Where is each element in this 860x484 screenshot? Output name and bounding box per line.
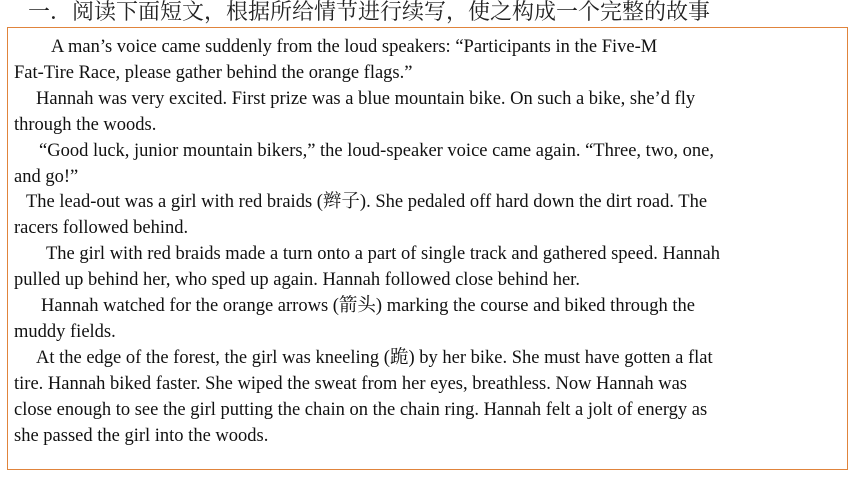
- passage-line-13: At the edge of the forest, the girl was kneeling (跪) by her bike. She must have gotten a flat: [36, 348, 713, 368]
- passage-line-1: A man’s voice came suddenly from the loud speakers: “Participants in the Five-M: [51, 37, 658, 57]
- passage-line-12: muddy fields.: [14, 322, 116, 342]
- passage-line-2: Fat-Tire Race, please gather behind the orange flags.”: [14, 63, 413, 83]
- passage-line-4: through the woods.: [14, 115, 157, 135]
- passage-line-10: pulled up behind her, who sped up again. Hannah followed close behind her.: [14, 270, 580, 290]
- passage-line-16: she passed the girl into the woods.: [14, 426, 269, 446]
- passage-line-7: The lead-out was a girl with red braids (辫子). She pedaled off hard down the dirt road. The: [26, 192, 708, 212]
- passage-line-11: Hannah watched for the orange arrows (箭头) marking the course and biked through the: [41, 296, 695, 316]
- task-heading: 一．阅读下面短文，根据所给情节进行续写，使之构成一个完整的故事: [28, 0, 711, 24]
- passage-line-8: racers followed behind.: [14, 218, 189, 238]
- passage-line-14: tire. Hannah biked faster. She wiped the sweat from her eyes, breathless. Now Hannah was: [14, 374, 687, 394]
- passage-line-6: and go!”: [14, 167, 79, 187]
- passage-line-15: close enough to see the girl putting the chain on the chain ring. Hannah felt a jolt of energy as: [14, 400, 708, 420]
- passage-line-3: Hannah was very excited. First prize was a blue mountain bike. On such a bike, she’d fly: [36, 89, 696, 109]
- passage-line-9: The girl with red braids made a turn onto a part of single track and gathered speed. Hannah: [46, 244, 720, 264]
- passage-line-5: “Good luck, junior mountain bikers,” the loud-speaker voice came again. “Three, two, one,: [39, 141, 715, 161]
